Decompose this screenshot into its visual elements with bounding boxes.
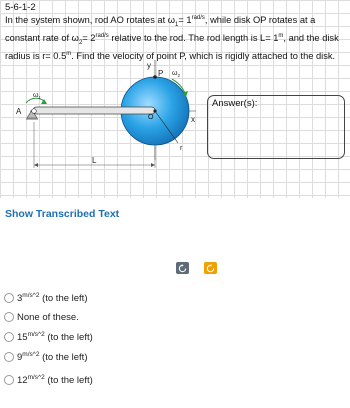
arrowhead	[151, 163, 155, 167]
label-L: L	[92, 156, 97, 165]
label-O: O	[148, 114, 154, 121]
label-P: P	[158, 69, 164, 78]
radio-button[interactable]	[4, 332, 14, 342]
unit-text: m	[278, 32, 284, 39]
omega-symbol: ω	[71, 33, 79, 44]
radio-button[interactable]	[4, 312, 14, 322]
label-y: y	[147, 61, 151, 70]
arrowhead	[34, 163, 38, 167]
unit-text: rad/s	[191, 15, 205, 21]
option-text: $12^{m/s\^{}2}$ (to the left)	[17, 373, 93, 387]
radio-button[interactable]	[4, 293, 14, 303]
reset-button[interactable]	[176, 262, 189, 274]
option-9-left[interactable]	[0, 349, 200, 365]
option-3-left[interactable]	[0, 290, 200, 306]
option-12-left[interactable]	[0, 372, 200, 388]
statement-text: . Find the velocity of point P, which is rigidly attached to the disk.	[71, 51, 336, 61]
label-omega1: $\omega_1$	[33, 92, 41, 100]
omega-symbol: ω	[167, 15, 176, 26]
problem-id: 5-6-1-2	[5, 2, 36, 13]
statement-text: In the system shown, rod AO rotates at	[5, 15, 168, 26]
radio-button[interactable]	[4, 375, 14, 385]
unit-text: m	[66, 50, 72, 57]
statement-text: radius is r= 0.5	[5, 51, 67, 61]
problem-panel	[0, 0, 350, 198]
unit-text: rad/s	[95, 32, 109, 39]
statement-text: , and the disk	[283, 33, 339, 44]
option-15-left[interactable]	[0, 329, 200, 345]
label-omega2: $\omega_2$	[172, 70, 180, 78]
statement-text: relative to the rod. The rod length is L= 1	[108, 33, 279, 44]
omega-subscript: 2	[78, 39, 83, 46]
label-A: A	[16, 107, 22, 116]
option-text: None of these.	[17, 311, 79, 323]
omega-subscript: 1	[175, 21, 179, 28]
refresh-icon	[206, 264, 215, 273]
statement-text: = 1	[178, 15, 192, 26]
radio-button[interactable]	[4, 352, 14, 362]
reset-icon	[178, 264, 187, 273]
statement-text: constant rate of	[5, 33, 72, 44]
label-x: x	[191, 115, 195, 124]
rod-AO	[33, 107, 155, 114]
mechanism-diagram	[0, 52, 205, 177]
refresh-button[interactable]	[204, 262, 217, 274]
pin-A	[32, 109, 37, 114]
option-text: $15^{m/s\^{}2}$ (to the left)	[17, 330, 93, 344]
option-text: $9^{m/s\^{}2}$ (to the left)	[17, 350, 88, 364]
answer-label: Answer(s):	[212, 98, 258, 109]
option-none[interactable]	[0, 309, 200, 325]
statement-text: , while disk OP rotates at a	[204, 15, 316, 26]
option-text: $3^{m/s\^{}2}$ (to the left)	[17, 291, 88, 305]
show-transcribed-text-link[interactable]: Show Transcribed Text	[5, 208, 120, 220]
point-P	[153, 75, 157, 79]
statement-text: = 2	[82, 33, 96, 44]
label-r: r	[180, 145, 183, 152]
